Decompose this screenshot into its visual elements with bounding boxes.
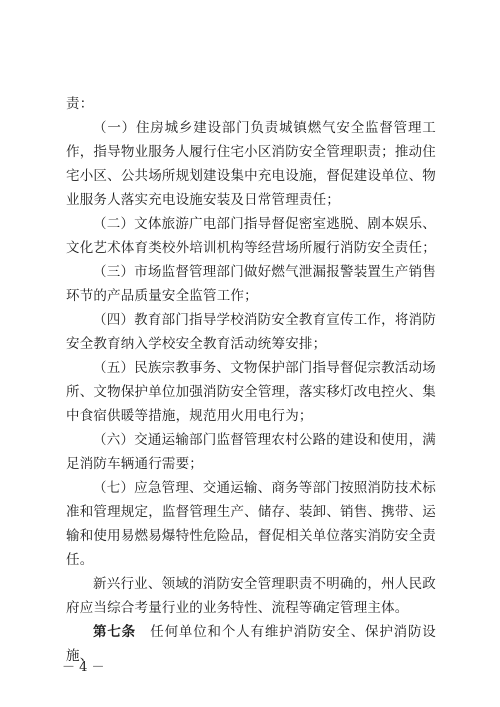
paragraph-item-5: （五）民族宗教事务、文物保护部门指导督促宗教活动场所、文物保护单位加强消防安全管理，落实移灯改电控火、集中食宿供暖等措施，规范用火用电行为； <box>66 360 436 424</box>
article-label: 第七条 <box>93 624 136 640</box>
body-text <box>66 92 436 668</box>
paragraph-item-3: （三）市场监督管理部门做好燃气泄漏报警装置生产销售环节的产品质量安全监管工作； <box>66 264 436 304</box>
paragraph-item-6: （六）交通运输部门监督管理农村公路的建设和使用，满足消防车辆通行需要； <box>66 432 436 472</box>
paragraph-continuation: 责： <box>66 96 94 112</box>
page-number: － 4 － <box>62 660 105 675</box>
paragraph-emerging: 新兴行业、领域的消防安全管理职责不明确的，州人民政府应当综合考量行业的业务特性、流程等确定管理主体。 <box>66 576 436 616</box>
paragraph-item-7: （七）应急管理、交通运输、商务等部门按照消防技术标准和管理规定，监督管理生产、储存、装卸、销售、携带、运输和使用易燃易爆特性危险品，督促相关单位落实消防安全责任。 <box>66 480 436 568</box>
article-seven <box>66 620 436 668</box>
paragraph-item-4: （四）教育部门指导学校消防安全教育宣传工作，将消防安全教育纳入学校安全教育活动统筹安排； <box>66 312 436 352</box>
paragraph-item-2: （二）文体旅游广电部门指导督促密室逃脱、剧本娱乐、文化艺术体育类校外培训机构等经营场所履行消防安全责任； <box>66 216 436 256</box>
article-text: 任何单位和个人有维护消防安全、保护消防设施、 <box>66 624 437 664</box>
paragraph-item-1: （一）住房城乡建设部门负责城镇燃气安全监督管理工作，指导物业服务人履行住宅小区消防安全管理职责；推动住宅小区、公共场所规划建设集中充电设施，督促建设单位、物业服务人落实充电设施安装及日常管理责任； <box>66 120 436 208</box>
